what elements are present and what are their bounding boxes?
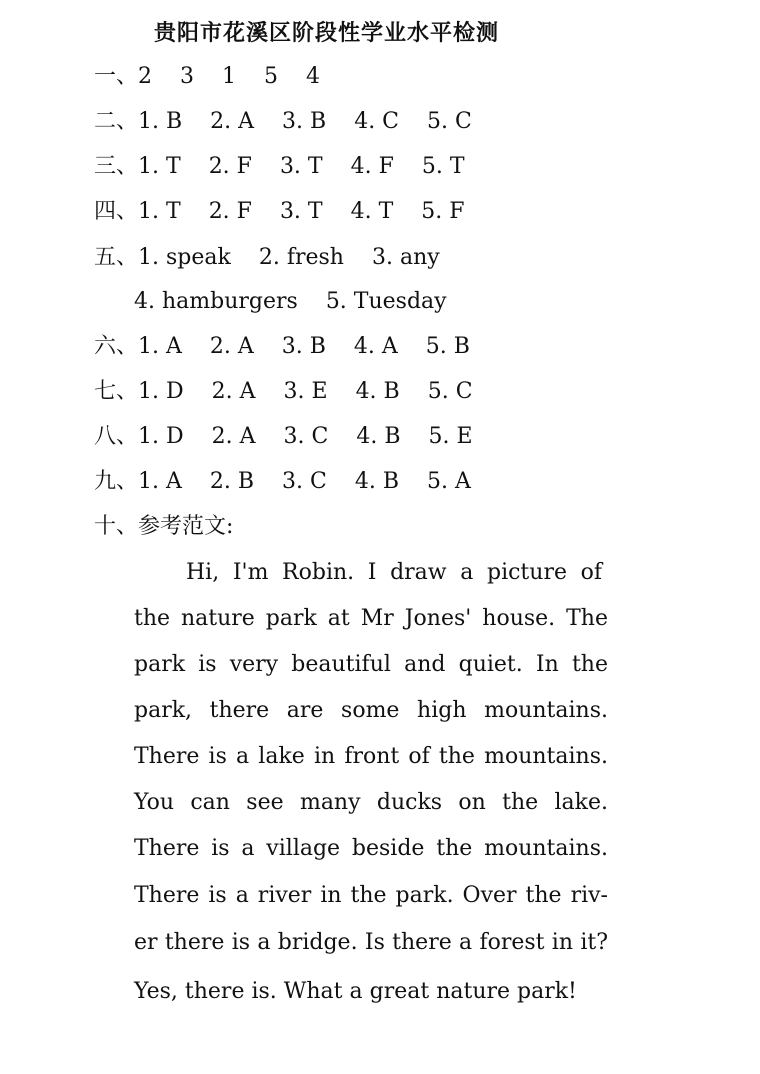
answer-item: 4. C: [354, 109, 400, 134]
answer-item: 3. C: [282, 469, 327, 494]
answer-item: 2. B: [209, 469, 255, 494]
answer-item: 5: [264, 64, 279, 89]
answer-item: 2. fresh: [258, 245, 344, 270]
answer-line-6: [94, 332, 470, 362]
answer-item: 1: [222, 64, 237, 89]
answer-line-5: [94, 243, 440, 273]
essay-heading: 十、参考范文:: [94, 514, 234, 539]
answer-line-5-cont: [134, 287, 447, 317]
answer-item: 4. A: [353, 334, 398, 359]
answer-item: 3. any: [371, 245, 440, 270]
section-label: 八、: [94, 424, 139, 449]
section-label: 九、: [94, 469, 139, 494]
essay-line: You can see many ducks on the lake.: [134, 790, 608, 815]
answer-item: 3. T: [279, 199, 323, 224]
answer-item: 5. A: [427, 469, 471, 494]
answer-line-9: [94, 467, 471, 497]
answer-item: 5. F: [421, 199, 465, 224]
answer-item: 5. T: [421, 154, 465, 179]
section-label: 四、: [94, 199, 139, 224]
essay-line: There is a village beside the mountains.: [134, 836, 608, 861]
answer-item: 3: [180, 64, 195, 89]
answer-item: 4. hamburgers: [134, 289, 298, 314]
answer-item: 3. C: [283, 424, 329, 449]
answer-item: 2. F: [208, 199, 252, 224]
answer-item: 1. D: [138, 379, 184, 404]
section-label: 一、: [94, 64, 139, 89]
essay-line: park, there are some high mountains.: [134, 698, 608, 723]
answer-item: 4. B: [354, 469, 400, 494]
answer-item: 4. T: [350, 199, 394, 224]
answer-item: 2. A: [211, 424, 256, 449]
answer-item: 2: [138, 64, 153, 89]
answer-item: 1. B: [138, 109, 183, 134]
answer-item: 2. A: [210, 109, 255, 134]
answer-item: 4. B: [356, 424, 401, 449]
answer-line-2: [94, 107, 472, 137]
answer-item: 3. B: [281, 334, 326, 359]
answer-item: 5. C: [427, 109, 472, 134]
page-title: 贵阳市花溪区阶段性学业水平检测: [154, 21, 500, 46]
answer-item: 1. speak: [138, 245, 231, 270]
section-label: 六、: [94, 334, 139, 359]
essay-line: er there is a bridge. Is there a forest in it?: [134, 930, 608, 955]
answer-line-3: [94, 152, 465, 182]
essay-line: park is very beautiful and quiet. In the: [134, 652, 608, 677]
answer-line-1: [94, 62, 320, 92]
answer-item: 3. T: [279, 154, 323, 179]
answer-item: 4. B: [355, 379, 400, 404]
answer-item: 5. E: [428, 424, 473, 449]
answer-item: 4: [306, 64, 321, 89]
answer-item: 1. A: [138, 469, 182, 494]
answer-item: 1. D: [138, 424, 184, 449]
section-label: 五、: [94, 245, 139, 270]
answer-item: 5. B: [425, 334, 470, 359]
essay-line: Hi, I'm Robin. I draw a picture of: [186, 560, 602, 585]
essay-line: Yes, there is. What a great nature park!: [134, 979, 577, 1004]
answer-item: 2. F: [208, 154, 252, 179]
answer-line-8: [94, 422, 473, 452]
answer-item: 5. Tuesday: [325, 289, 447, 314]
essay-line: the nature park at Mr Jones' house. The: [134, 606, 608, 631]
essay-line: There is a river in the park. Over the riv-: [134, 883, 608, 908]
answer-item: 1. T: [138, 199, 181, 224]
answer-item: 3. B: [282, 109, 327, 134]
essay-line: There is a lake in front of the mountains.: [134, 744, 608, 769]
answer-item: 1. T: [138, 154, 181, 179]
answer-line-7: [94, 377, 473, 407]
answer-line-4: [94, 197, 465, 227]
answer-item: 3. E: [283, 379, 328, 404]
answer-item: 1. A: [138, 334, 182, 359]
answer-item: 2. A: [209, 334, 254, 359]
section-label: 二、: [94, 109, 139, 134]
answer-item: 2. A: [211, 379, 256, 404]
answer-item: 4. F: [350, 154, 394, 179]
section-label: 七、: [94, 379, 139, 404]
section-label: 三、: [94, 154, 139, 179]
answer-item: 5. C: [427, 379, 473, 404]
